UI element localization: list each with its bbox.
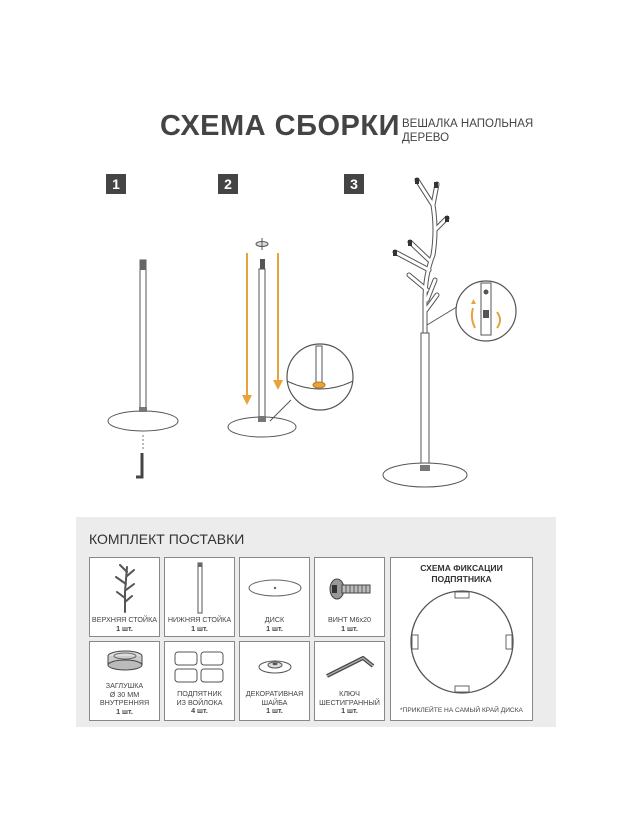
fixation-title-2: ПОДПЯТНИКА [431,574,492,584]
step-2-illustration [225,235,365,440]
kit-item-end-cap [89,641,160,721]
disk-qty: 1 шт. [266,623,283,633]
washer-qty: 1 шт. [266,706,283,715]
kit-title: КОМПЛЕКТ ПОСТАВКИ [89,531,245,547]
hex-key-name-2: ШЕСТИГРАННЫЙ [319,697,380,707]
end-cap-name-3: ВНУТРЕННЯЯ [99,698,150,707]
hex-key-name-1: КЛЮЧ [339,689,360,698]
fixation-scheme-card [390,557,533,721]
product-subtitle [402,117,533,145]
step-1-badge: 1 [106,174,126,194]
subtitle-line-1: ВЕШАЛКА НАПОЛЬНАЯ [402,118,534,130]
step-2-badge: 2 [218,174,238,194]
end-cap-icon [104,648,146,678]
end-cap-name-1: ЗАГЛУШКА [105,681,144,690]
fixation-disk-diagram [408,588,516,696]
disk-icon [246,576,304,600]
screw-icon [327,576,373,602]
subtitle-line-2: ДЕРЕВО [402,132,450,144]
upper-pole-qty: 1 шт. [116,623,133,633]
washer-name-2: ШАЙБА [261,697,288,707]
kit-item-disk [239,557,310,637]
disk-name: ДИСК [264,615,285,624]
lower-pole-qty: 1 шт. [191,623,208,633]
fixation-title-1: СХЕМА ФИКСАЦИИ [420,563,503,573]
step-1-illustration [100,255,190,485]
upper-pole-icon [108,562,142,614]
felt-pads-name-1: ПОДПЯТНИК [177,689,222,698]
felt-pads-icon [173,650,227,684]
page-title: СХЕМА СБОРКИ [160,110,400,142]
fixation-note: *ПРИКЛЕЙТЕ НА САМЫЙ КРАЙ ДИСКА [400,707,523,714]
hex-key-qty: 1 шт. [341,706,358,715]
step-3-illustration [375,170,535,500]
kit-item-lower-pole [164,557,235,637]
end-cap-qty: 1 шт. [116,706,133,716]
end-cap-name-2: Ø 30 MM [109,689,140,699]
kit-item-screw [314,557,385,637]
washer-name-1: ДЕКОРАТИВНАЯ [245,689,304,698]
felt-pads-name-2: ИЗ ВОЙЛОКА [176,697,223,707]
kit-item-felt-pads [164,641,235,721]
kit-item-washer [239,641,310,721]
washer-icon [256,654,294,678]
screw-name: ВИНТ М6х20 [327,615,372,624]
upper-pole-name: ВЕРХНЯЯ СТОЙКА [91,615,158,624]
kit-item-upper-pole [89,557,160,637]
kit-item-hex-key [314,641,385,721]
felt-pads-qty: 4 шт. [191,706,208,715]
step-3-badge: 3 [344,174,364,194]
screw-qty: 1 шт. [341,623,358,633]
hex-key-icon [323,650,377,684]
lower-pole-name: НИЖНЯЯ СТОЙКА [167,615,232,624]
lower-pole-icon [195,562,205,614]
